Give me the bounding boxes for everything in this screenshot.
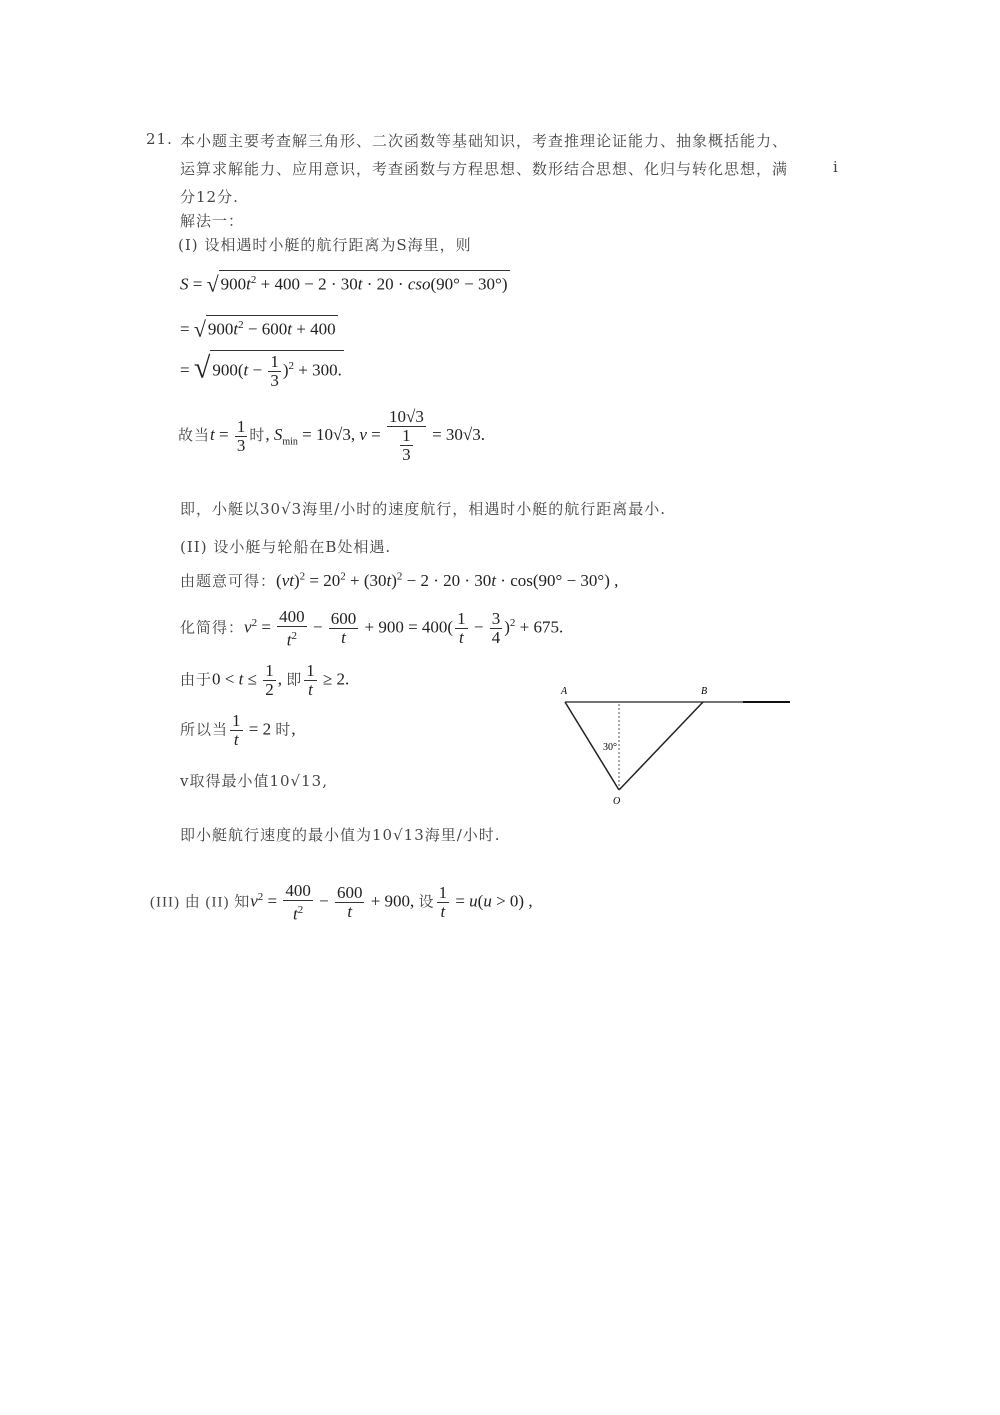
intro-line-3: 分12分. (180, 188, 239, 206)
part2-line3: 由于0 < t ≤ $\frac{1}{2}$ , 即 $\frac{1}{t}$ ≥ 2. (180, 661, 350, 699)
label-b: B (701, 686, 708, 697)
part2-heading: (II) 设小艇与轮船在B处相遇. (180, 538, 392, 556)
part1-eq3: = √ 900(t − $\frac{1}{3}$ )$^2$ + 300. (180, 351, 342, 390)
line-bo (619, 702, 703, 790)
intro-line-2: 运算求解能力、应用意识，考查函数与方程思想、数形结合思想、化归与转化思想，满 (180, 160, 789, 178)
label-a: A (561, 686, 568, 697)
part2-conclusion: 即小艇航行速度的最小值为10√13海里/小时. (180, 826, 501, 844)
part3-line: (III) 由 (II) 知$v^2$ = $\frac{400}{t^2}$ − $\frac{600}{t}$ + 900, 设 $\frac{1}{t}$ = u(u > 0) , (150, 881, 533, 924)
problem-number: 21. (146, 130, 173, 148)
label-angle: 30° (603, 742, 617, 753)
method-label: 解法一： (180, 212, 245, 230)
part1-eq4: 故当t = $\frac{1}{3}$ 时, $S_{min} = 10√3$, v = $\frac{10√3}{\frac{1}{3}}$ = 30√3. (178, 407, 485, 464)
part2-line1: 由题意可得：$(vt)^2 = 20^2 + (30t)^2 - 2 \cdot 20 \cdot 30t \cdot \cos(90^\circ - 30^\circ)$ , (180, 570, 619, 590)
part2-l2-label: 化简得： (180, 620, 245, 637)
part1-eq2: = √ $900t^2 - 600t + 400$ (180, 316, 336, 342)
part1-conclusion: 即，小艇以30√3海里/小时的速度航行，相遇时小艇的航行距离最小. (180, 500, 667, 518)
part2-l3-label: 由于 (180, 672, 213, 689)
part3-heading: (III) 由 (II) 知 (150, 894, 251, 911)
part2-line5: v取得最小值10√13, (180, 772, 328, 790)
part2-l4-label: 所以当 (180, 722, 229, 739)
label-o: O (613, 796, 621, 807)
part2-l1-label: 由题意可得： (180, 574, 277, 590)
intro-line-1: 本小题主要考查解三角形、二次函数等基础知识，考查推理论证能力、抽象概括能力、 (180, 132, 789, 150)
part1-eq4-prefix: 故当 (178, 427, 211, 444)
part2-line4: 所以当 $\frac{1}{t}$ = 2 时, (180, 711, 296, 749)
intro-line-2-tail: i (833, 158, 839, 176)
part2-line2: 化简得：$v^2$ = $\frac{400}{t^2}$ − $\frac{600}{t}$ + 900 = 400( $\frac{1}{t}$ − $\frac{3}{4}$ )$^2$ + 675. (180, 607, 564, 650)
triangle-diagram (555, 680, 795, 810)
part1-eq1: S = √ $900t^2 + 400 - 2 \cdot 30t \cdot 20 \cdot cso(90^\circ - 30^\circ)$ (180, 271, 508, 297)
part1-heading: (I) 设相遇时小艇的航行距离为S海里，则 (178, 236, 472, 254)
